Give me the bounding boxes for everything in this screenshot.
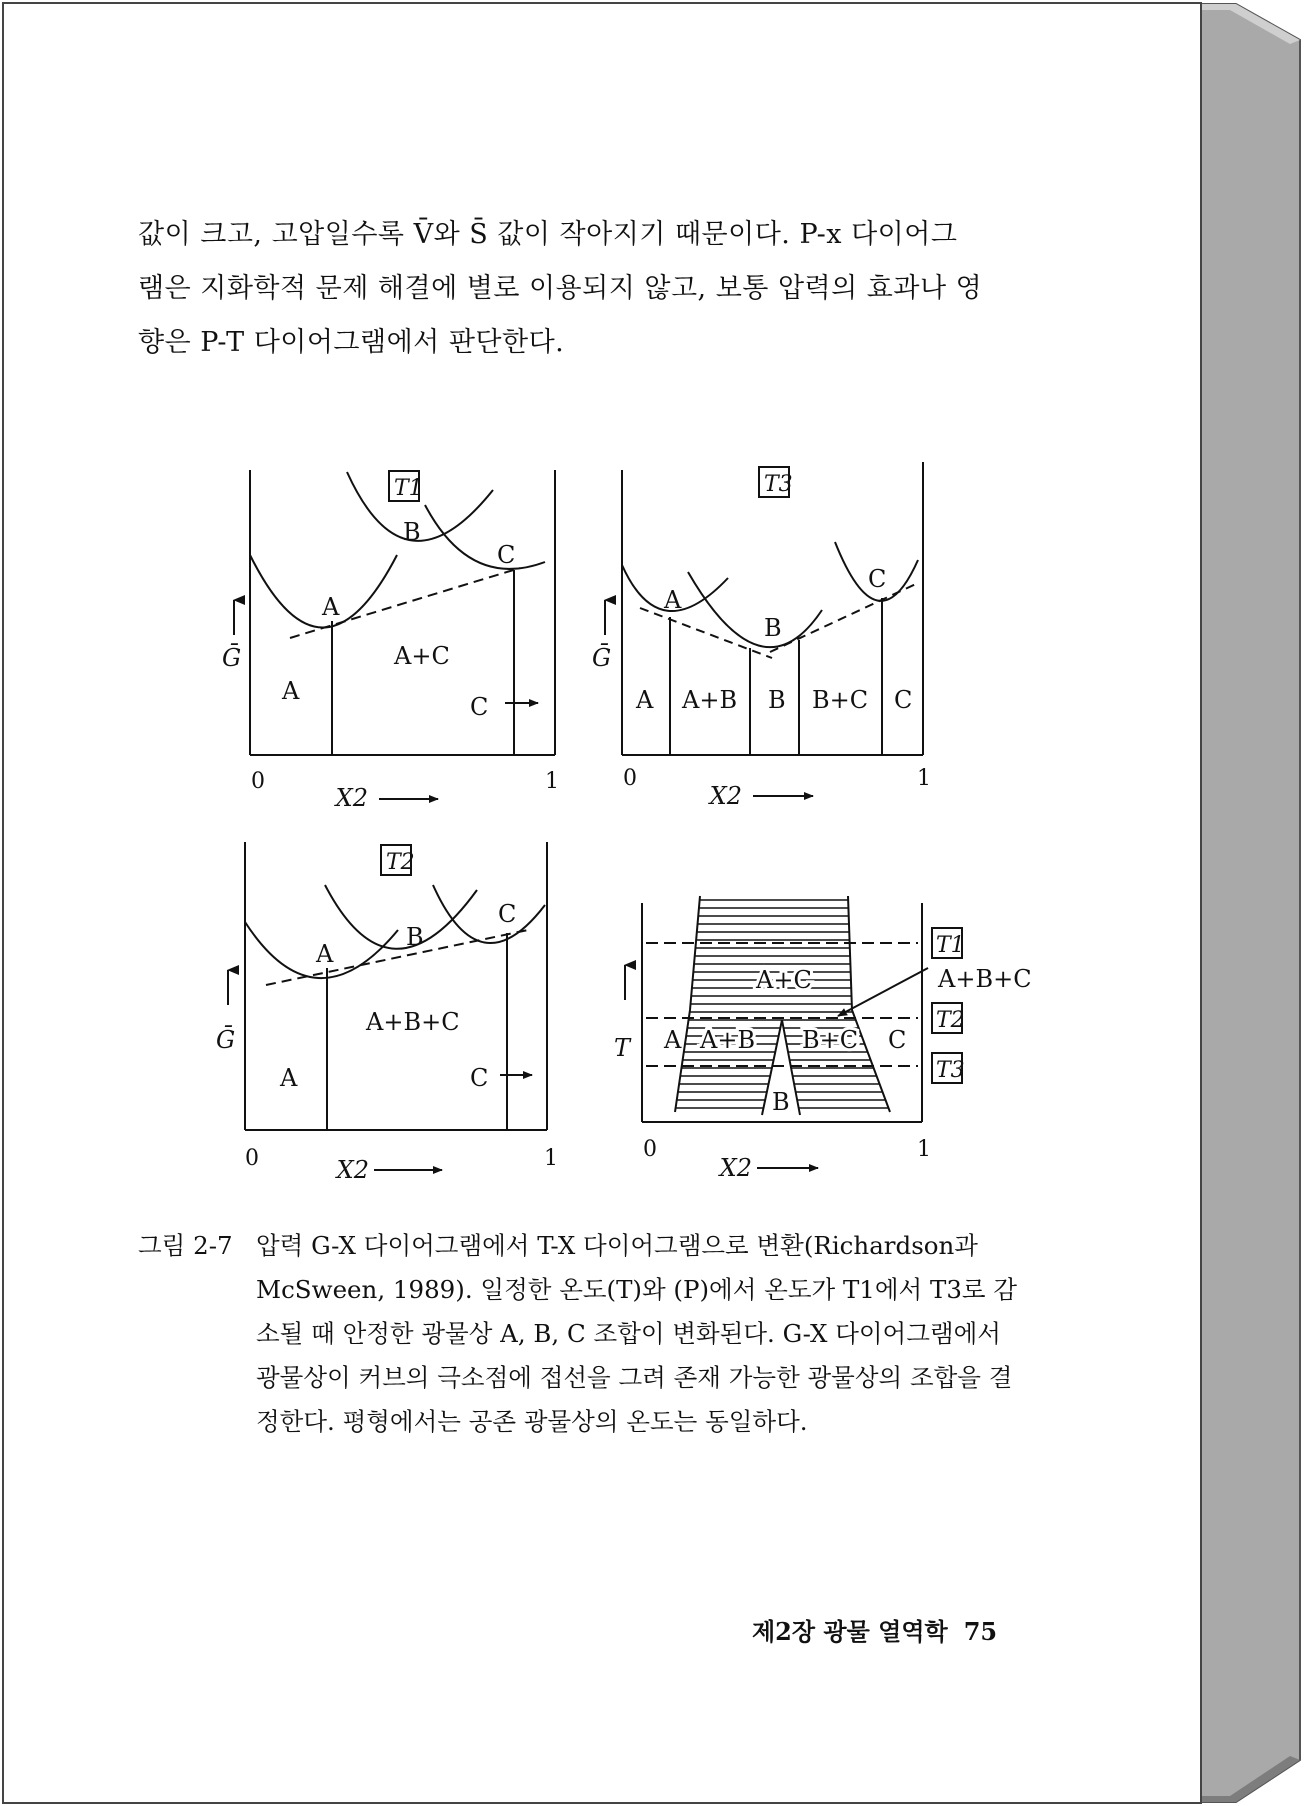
x-max: 1 bbox=[917, 766, 931, 791]
body-line: 램은 지화학적 문제 해결에 별로 이용되지 않고, 보통 압력의 효과나 영 bbox=[138, 273, 983, 304]
temp-box-t2: T2 bbox=[936, 1008, 965, 1033]
field-label-ab: A+B bbox=[700, 1026, 756, 1054]
field-label-a: A bbox=[282, 677, 300, 705]
curve-label-b: B bbox=[403, 518, 421, 546]
field-label-bc: B+C bbox=[802, 1026, 859, 1054]
field-label-a: A bbox=[280, 1064, 298, 1092]
panel-t1 bbox=[234, 470, 555, 799]
caption-label: 그림 2-7 bbox=[138, 1231, 233, 1260]
temp-box-t1: T1 bbox=[394, 476, 423, 501]
x-min: 0 bbox=[245, 1146, 259, 1171]
temp-box-t1: T1 bbox=[936, 933, 965, 958]
x-axis-label: X2 bbox=[719, 1154, 752, 1182]
x-max: 1 bbox=[544, 1146, 558, 1171]
curve-b bbox=[325, 885, 477, 949]
field-label-c: C bbox=[894, 686, 913, 714]
curve-label-a: A bbox=[322, 593, 340, 621]
x-axis-label: X2 bbox=[336, 1156, 369, 1184]
curve-label-a: A bbox=[664, 586, 682, 614]
y-axis-label: Ḡ bbox=[222, 644, 242, 672]
temp-box-t2: T2 bbox=[386, 850, 415, 875]
field-label-bc: B+C bbox=[812, 686, 869, 714]
field-label-ac: A+C bbox=[394, 642, 450, 670]
caption-line: 정한다. 평형에서는 공존 광물상의 온도는 동일하다. bbox=[256, 1407, 808, 1436]
field-label-b: B bbox=[772, 1088, 790, 1116]
field-label-c: C bbox=[888, 1026, 907, 1054]
running-footer bbox=[752, 1612, 1012, 1647]
page-number: 75 bbox=[963, 1617, 998, 1646]
curve-label-b: B bbox=[764, 614, 782, 642]
body-line: 향은 P-T 다이어그램에서 판단한다. bbox=[138, 327, 565, 358]
field-label-b: B bbox=[768, 686, 786, 714]
field-label-c: C bbox=[470, 693, 489, 721]
field-label-ac: A+C bbox=[756, 966, 812, 994]
temp-box-t3: T3 bbox=[936, 1058, 965, 1083]
curve-label-c: C bbox=[498, 900, 517, 928]
body-line: 값이 크고, 고압일수록 V̄와 S̄ 값이 작아지기 때문이다. P-x 다이어그 bbox=[138, 219, 958, 250]
field-label-a: A bbox=[664, 1026, 682, 1054]
common-tangent bbox=[266, 930, 528, 985]
field-label-ab: A+B bbox=[682, 686, 738, 714]
x-max: 1 bbox=[545, 769, 559, 794]
curve-c bbox=[425, 505, 545, 569]
temp-box-t3: T3 bbox=[764, 472, 793, 497]
curve-label-c: C bbox=[497, 541, 516, 569]
x-min: 0 bbox=[623, 766, 637, 791]
curve-label-b: B bbox=[406, 923, 424, 951]
caption-line: 압력 G-X 다이어그램에서 T-X 다이어그램으로 변환(Richardson과 bbox=[256, 1231, 978, 1260]
y-axis-label: T bbox=[614, 1034, 631, 1062]
pointer-label: A+B+C bbox=[938, 965, 1032, 993]
caption-line: 소될 때 안정한 광물상 A, B, C 조합이 변화된다. G-X 다이어그램에서 bbox=[256, 1319, 1001, 1348]
two-phase-hatching bbox=[676, 900, 889, 1108]
curve-c bbox=[433, 885, 545, 943]
x-min: 0 bbox=[251, 769, 265, 794]
x-axis-label: X2 bbox=[335, 784, 368, 812]
chapter-title: 제2장 광물 열역학 bbox=[752, 1617, 948, 1646]
panel-t2 bbox=[228, 842, 547, 1170]
field-label-a: A bbox=[636, 686, 654, 714]
caption-line: 광물상이 커브의 극소점에 접선을 그려 존재 가능한 광물상의 조합을 결 bbox=[256, 1363, 1013, 1392]
y-axis-label: Ḡ bbox=[216, 1026, 236, 1054]
y-axis-label: Ḡ bbox=[592, 644, 612, 672]
curve-b bbox=[688, 572, 822, 647]
field-label-c: C bbox=[470, 1064, 489, 1092]
x-axis-label: X2 bbox=[709, 782, 742, 810]
x-max: 1 bbox=[917, 1137, 931, 1162]
caption-line: McSween, 1989). 일정한 온도(T)와 (P)에서 온도가 T1에서 T3로 감 bbox=[256, 1275, 1018, 1304]
field-label-abc: A+B+C bbox=[366, 1008, 460, 1036]
curve-label-a: A bbox=[316, 940, 334, 968]
curve-label-c: C bbox=[868, 565, 887, 593]
x-min: 0 bbox=[643, 1137, 657, 1162]
